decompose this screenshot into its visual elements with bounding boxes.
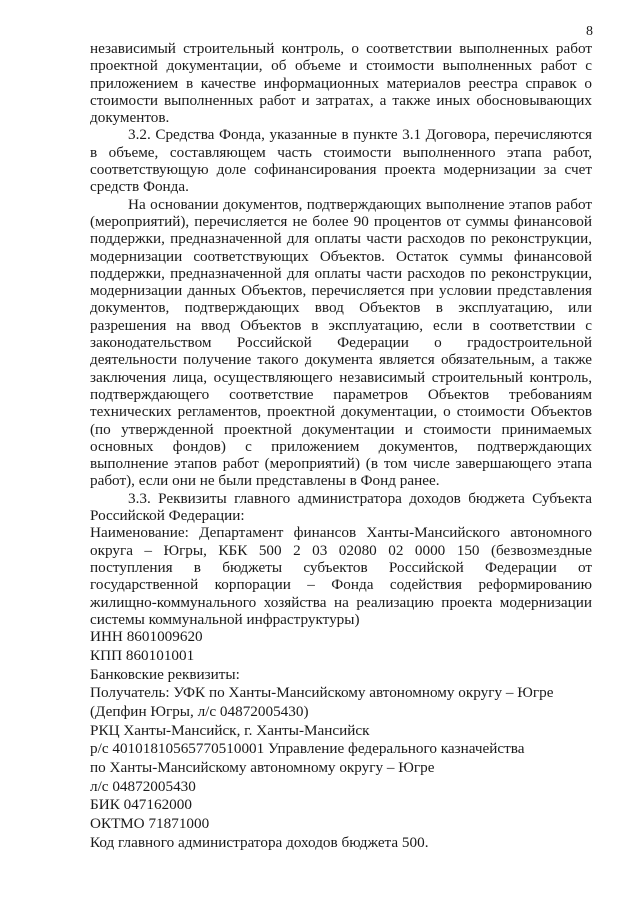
paragraph-recipient-name: Наименование: Департамент финансов Ханты-Мансийского автономного округа – Югры, КБК 500 2 03 02080 02 0000 150 (безвозмездные поступления в бюджеты субъектов Российской Федерации от государственной корпорации – Фонда содействия реформированию жилищно-коммунального хозяйства на реализацию проекта модернизации системы коммунальной инфраструктуры) xyxy=(90,524,592,628)
rkc-line: РКЦ Ханты-Мансийск, г. Ханты-Мансийск xyxy=(90,721,370,739)
document-body xyxy=(90,40,592,853)
paragraph-3-2: 3.2. Средства Фонда, указанные в пункте 3.1 Договора, перечисляются в объеме, составляющем часть стоимости выполненного этапа работ, соответствующую доле софинансирования проекта модернизации за счет средств Фонда. xyxy=(90,126,592,196)
page-number: 8 xyxy=(586,24,593,39)
paragraph-control-documents: независимый строительный контроль, о соответствии выполненных работ проектной документации, об объеме и стоимости выполненных работ с приложением в качестве информационных материалов реестра справок о стоимости выполненных работ и затратах, а также иных обосновывающих документов. xyxy=(90,40,592,127)
admin-code-line: Код главного администратора доходов бюджета 500. xyxy=(90,833,429,851)
kpp-line: КПП 860101001 xyxy=(90,646,195,664)
oktmo-line: ОКТМО 71871000 xyxy=(90,815,210,833)
requisites-block xyxy=(90,628,592,852)
account-line: р/с 40101810565770510001 Управление федерального казначейства xyxy=(90,740,525,758)
paragraph-3-3: 3.3. Реквизиты главного администратора доходов бюджета Субъекта Российской Федерации: xyxy=(90,489,592,525)
bank-requisites-header: Банковские реквизиты: xyxy=(90,665,240,683)
bik-line: БИК 047162000 xyxy=(90,796,192,814)
recipient-note-line: (Депфин Югры, л/с 04872005430) xyxy=(90,702,309,720)
recipient-line: Получатель: УФК по Ханты-Мансийскому автономному округу – Югре xyxy=(90,684,554,702)
personal-account-line: л/с 04872005430 xyxy=(90,777,196,795)
inn-line: ИНН 8601009620 xyxy=(90,628,203,646)
account-continuation-line: по Ханты-Мансийскому автономному округу – Югре xyxy=(90,759,435,777)
paragraph-payment-terms: На основании документов, подтверждающих выполнение этапов работ (мероприятий), перечисляется не более 90 процентов от суммы финансовой поддержки, предназначенной для оплаты части расходов по реконструкции, модернизации соответствующих Объектов. Остаток суммы финансовой поддержки, предназначенной для оплаты части расходов по реконструкции, модернизации данных Объектов, перечисляется при условии представления документов, подтверждающих ввод Объектов в эксплуатацию, или разрешения на ввод Объектов в эксплуатацию, если в соответствии с законодательством Российской Федерации о градостроительной деятельности получение такого документа является обязательным, а также заключения лица, осуществляющего независимый строительный контроль, подтверждающего соответствие параметров Объектов требованиям технических регламентов, проектной документации, о стоимости Объектов (по утвержденной проектной документации и стоимости принимаемых основных фондов) с приложением документов, подтверждающих выполнение этапов работ (мероприятий) (в том числе завершающего этапа работ), если они не были представлены в Фонд ранее. xyxy=(90,195,592,490)
